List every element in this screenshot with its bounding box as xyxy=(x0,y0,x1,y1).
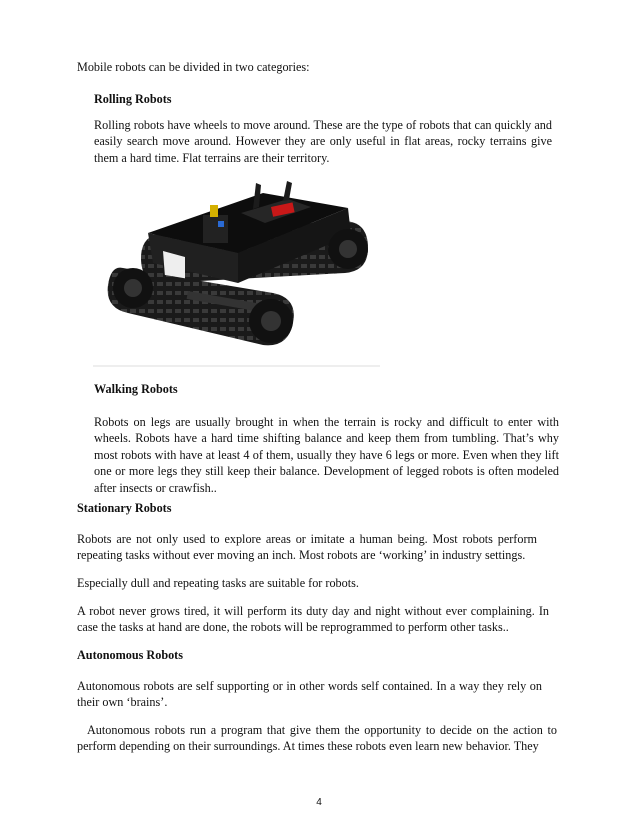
walking-body: Robots on legs are usually brought in when the terrain is rocky and difficult to enter with wheels. Robots have a hard time shifting balance and keep them from tumbling. That’s why most robots with have at least 4 of them, usually they have 6 legs or more. Even when they lift one or more legs they still keep their balance. Development of legged robots is often modeled after insects or crawfish.. xyxy=(94,415,559,495)
autonomous-heading: Autonomous Robots xyxy=(77,648,183,662)
walking-heading: Walking Robots xyxy=(94,382,178,396)
stationary-paragraph-2: A robot never grows tired, it will perform its duty day and night without ever complaining. In case the tasks at hand are done, the robots will be reprogrammed to perform other tasks.. xyxy=(77,604,549,635)
rolling-body: Rolling robots have wheels to move around. These are the type of robots that can quickly and easily search move around. However they are only useful in flat areas, rocky terrains give them a hard time. Flat terrains are their territory. xyxy=(94,118,552,165)
intro-text: Mobile robots can be divided in two categories: xyxy=(77,60,310,74)
rolling-heading: Rolling Robots xyxy=(94,92,172,106)
autonomous-paragraph-2: Autonomous robots run a program that give them the opportunity to decide on the action to perform depending on their surroundings. At times these robots even learn new behavior. They xyxy=(77,723,557,754)
stationary-paragraph-1: Robots are not only used to explore areas or imitate a human being. Most robots perform repeating tasks without ever moving an inch. Most robots are ‘working’ in industry settings. xyxy=(77,532,537,563)
autonomous-paragraph-1: Autonomous robots are self supporting or in other words self contained. In a way they rely on their own ‘brains’. xyxy=(77,679,542,710)
stationary-paragraph-1b: Especially dull and repeating tasks are suitable for robots. xyxy=(77,576,359,590)
tracked-robot-image xyxy=(93,173,380,369)
stationary-heading: Stationary Robots xyxy=(77,501,172,515)
page-number: 4 xyxy=(316,797,322,808)
